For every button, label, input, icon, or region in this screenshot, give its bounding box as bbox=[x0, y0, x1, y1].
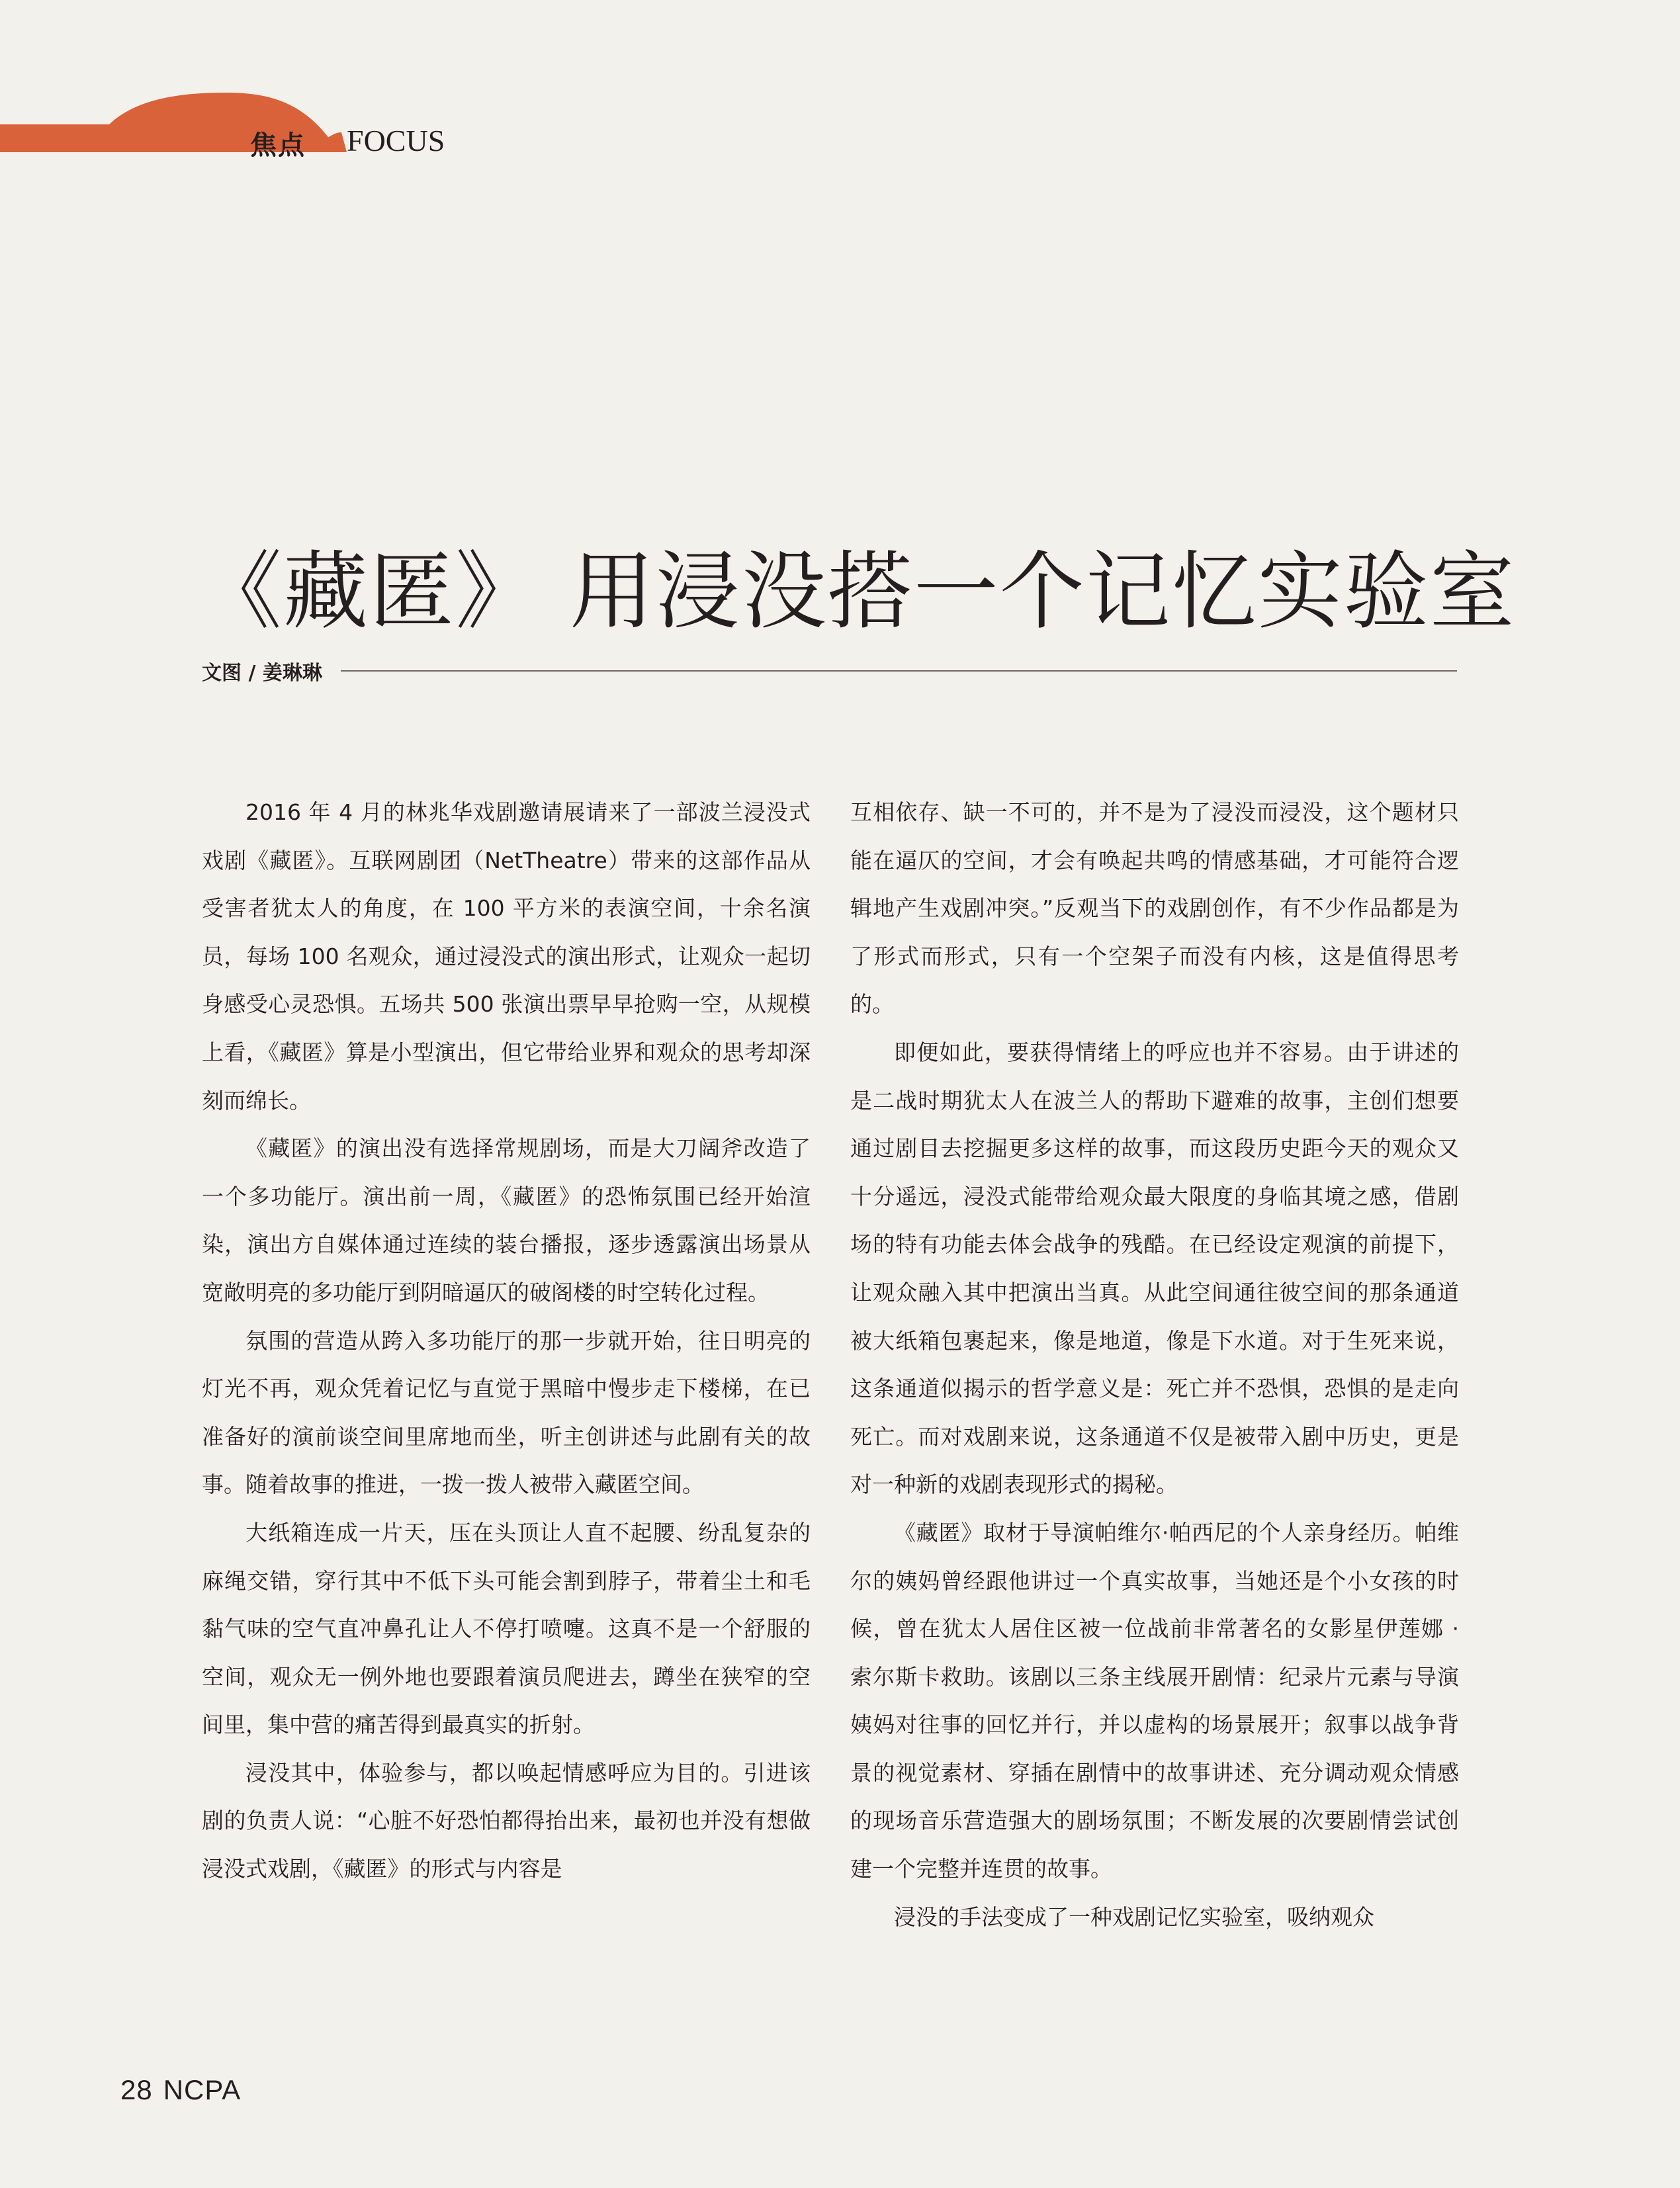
paragraph: 《藏匿》的演出没有选择常规剧场，而是大刀阔斧改造了一个多功能厅。演出前一周，《藏匿》的恐怖氛围已经开始渲染，演出方自媒体通过连续的装台播报，逐步透露演出场景从宽敞明亮的多功能厅到阴暗逼仄的破阁楼的时空转化过程。 bbox=[202, 1135, 811, 1305]
paragraph: 氛围的营造从跨入多功能厅的那一步就开始，往日明亮的灯光不再，观众凭着记忆与直觉于黑暗中慢步走下楼梯，在已准备好的演前谈空间里席地而坐，听主创讲述与此剧有关的故事。随着故事的推进，一拨一拨人被带入藏匿空间。 bbox=[202, 1327, 811, 1498]
article-byline: 文图 / 姜琳琳 bbox=[202, 662, 322, 685]
magazine-name: NCPA bbox=[163, 2074, 242, 2105]
paragraph: 即便如此，要获得情绪上的呼应也并不容易。由于讲述的是二战时期犹太人在波兰人的帮助下避难的故事，主创们想要通过剧目去挖掘更多这样的故事，而这段历史距今天的观众又十分遥远，浸没式能带给观众最大限度的身临其境之感，借剧场的特有功能去体会战争的残酷。在已经设定观演的前提下，让观众融入其中把演出当真。从此空间通往彼空间的那条通道被大纸箱包裹起来，像是地道，像是下水道。对于生死来说，这条通道似揭示的哲学意义是：死亡并不恐惧，恐惧的是走向死亡。而对戏剧来说，这条通道不仅是被带入剧中历史，更是对一种新的戏剧表现形式的揭秘。 bbox=[850, 1039, 1459, 1498]
header-decoration bbox=[0, 0, 1680, 198]
body-column-left bbox=[202, 789, 811, 1894]
page-number: 28 bbox=[120, 2074, 153, 2105]
page-footer bbox=[120, 2074, 241, 2106]
paragraph: 《藏匿》取材于导演帕维尔·帕西尼的个人亲身经历。帕维尔的姨妈曾经跟他讲过一个真实故事，当她还是个小女孩的时候，曾在犹太人居住区被一位战前非常著名的女影星伊莲娜 · 索尔斯卡救助。该剧以三条主线展开剧情：纪录片元素与导演姨妈对往事的回忆并行，并以虚构的场景展开；叙事以战争背景的视觉素材、穿插在剧情中的故事讲述、充分调动观众情感的现场音乐营造强大的剧场氛围；不断发展的次要剧情尝试创建一个完整并连贯的故事。 bbox=[850, 1519, 1459, 1882]
body-column-right bbox=[850, 789, 1459, 1941]
paragraph: 2016 年 4 月的林兆华戏剧邀请展请来了一部波兰浸没式戏剧《藏匿》。互联网剧团（NetTheatre）带来的这部作品从受害者犹太人的角度，在 100 平方米的表演空间，十余名演员，每场 100 名观众，通过浸没式的演出形式，让观众一起切身感受心灵恐惧。五场共 500 张演出票早早抢购一空，从规模上看，《藏匿》算是小型演出，但它带给业界和观众的思考却深刻而绵长。 bbox=[202, 799, 811, 1114]
paragraph: 浸没其中，体验参与，都以唤起情感呼应为目的。引进该剧的负责人说：“心脏不好恐怕都得抬出来，最初也并没有想做浸没式戏剧，《藏匿》的形式与内容是 bbox=[202, 1759, 811, 1882]
article-title: 《藏匿》 用浸没搭一个记忆实验室 bbox=[197, 542, 1516, 641]
byline-divider bbox=[341, 670, 1457, 672]
paragraph: 大纸箱连成一片天，压在头顶让人直不起腰、纷乱复杂的麻绳交错，穿行其中不低下头可能会割到脖子，带着尘土和毛黏气味的空气直冲鼻孔让人不停打喷嚏。这真不是一个舒服的空间，观众无一例外地也要跟着演员爬进去，蹲坐在狭窄的空间里，集中营的痛苦得到最真实的折射。 bbox=[202, 1519, 811, 1738]
paragraph: 浸没的手法变成了一种戏剧记忆实验室，吸纳观众 bbox=[894, 1904, 1374, 1930]
section-label-en: FOCUS bbox=[347, 124, 445, 157]
section-label-zh: 焦点 bbox=[250, 130, 306, 161]
paragraph: 互相依存、缺一不可的，并不是为了浸没而浸没，这个题材只能在逼仄的空间，才会有唤起共鸣的情感基础，才可能符合逻辑地产生戏剧冲突。”反观当下的戏剧创作，有不少作品都是为了形式而形式，只有一个空架子而没有内核，这是值得思考的。 bbox=[850, 799, 1459, 1018]
